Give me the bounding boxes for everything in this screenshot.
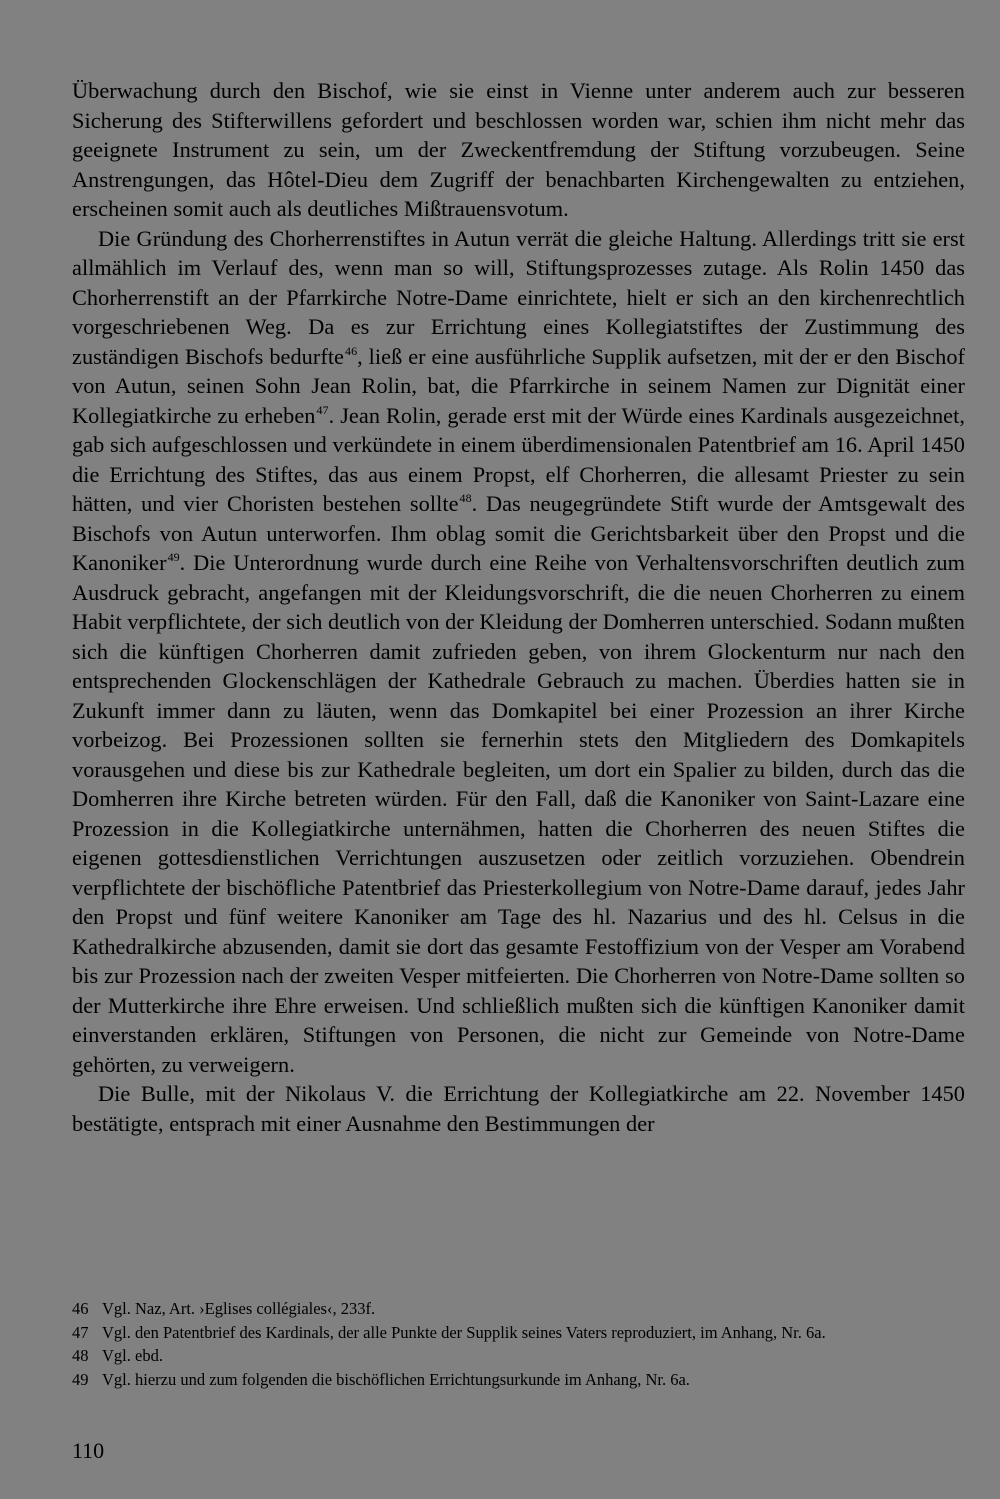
footnote-number: 48	[72, 1346, 89, 1365]
footnote-text: Vgl. Naz, Art. ›Eglises collégiales‹, 233f.	[102, 1299, 376, 1318]
footnote-number: 47	[72, 1322, 89, 1342]
footnote-ref-46[interactable]: 46	[345, 343, 358, 358]
footnote-text: Vgl. hierzu und zum folgenden die bischöflichen Errichtungsurkunde im Anhang, Nr. 6a.	[102, 1369, 690, 1389]
footnote-46	[72, 1297, 965, 1321]
footnote-ref-49[interactable]: 49	[167, 550, 180, 564]
paragraph-2-part-b: , ließ er eine ausführliche Supplik aufsetzen, mit der er den Bischof von Autun, seinen Sohn Jean Rolin, bat, die Pfarrkirche in seinem Namen zur Dignität einer Kollegiatkirche zu erheben	[72, 343, 965, 428]
footnotes	[72, 1297, 965, 1391]
footnote-48	[72, 1344, 965, 1368]
footnote-49	[72, 1368, 965, 1392]
paragraph-2	[72, 224, 965, 1080]
body-text	[72, 76, 965, 1138]
footnote-number: 46	[72, 1299, 89, 1318]
paragraph-2-part-a: Die Gründung des Chorherrenstiftes in Autun verrät die gleiche Haltung. Allerdings tritt sie erst allmählich im Verlauf des, wenn man so will, Stiftungsprozesses zutage. Als Rolin 1450 das Chorherrenstift an der Pfarrkirche Notre-Dame einrichtete, hielt er sich an den kirchenrechtlich vorgeschriebenen Weg. Da es zur Errichtung eines Kollegiatstiftes der Zustimmung des zuständigen Bischofs bedurfte	[72, 225, 965, 369]
footnote-text: Vgl. den Patentbrief des Kardinals, der alle Punkte der Supplik seines Vaters reproduziert, im Anhang, Nr. 6a.	[102, 1322, 826, 1342]
paragraph-3	[72, 1079, 965, 1138]
paragraph-1-text: Überwachung durch den Bischof, wie sie einst in Vienne unter anderem auch zur besseren Sicherung des Stifterwillens gefordert und beschlossen worden war, schien ihm nicht mehr das geeignete Instrument zu sein, um der Zweckentfremdung der Stiftung vorzubeugen. Seine Anstrengungen, das Hôtel-Dieu dem Zugriff der benachbarten Kirchengewalten zu entziehen, erscheinen somit auch als deutliches Mißtrauensvotum.	[72, 78, 965, 221]
paragraph-2-part-c: . Jean Rolin, gerade erst mit der Würde eines Kardinals ausgezeichnet, gab sich aufgeschlossen und verkündete in einem überdimensionalen Patentbrief am 16. April 1450 die Errichtung des Stiftes, das aus einem Propst, elf Chorherren, die allesamt Priester zu sein hätten, und vier Choristen bestehen sollte	[72, 402, 965, 516]
footnote-number: 49	[72, 1369, 89, 1389]
footnote-47	[72, 1321, 965, 1345]
paragraph-1	[72, 76, 965, 224]
paragraph-3-text: Die Bulle, mit der Nikolaus V. die Errichtung der Kollegiatkirche am 22. November 1450 bestätigte, entsprach mit einer Ausnahme den Bestimmungen der	[72, 1081, 965, 1136]
footnote-text: Vgl. ebd.	[102, 1346, 163, 1365]
paragraph-2-part-d: . Das neugegründete Stift wurde der Amtsgewalt des Bischofs von Autun unterworfen. Ihm oblag somit die Gerichtsbarkeit über den Propst und die Kanoniker	[72, 491, 966, 575]
footnote-ref-47[interactable]: 47	[316, 402, 329, 417]
footnote-ref-48[interactable]: 48	[459, 491, 472, 505]
page-number: 110	[72, 1438, 105, 1463]
paragraph-2-part-e: . Die Unterordnung wurde durch eine Reihe von Verhaltensvorschriften deutlich zum Ausdruck gebracht, angefangen mit der Kleidungsvorschrift, die die neuen Chorherren zu einem Habit verpflichtete, der sich deutlich von der Kleidung der Domherren unterschied. Sodann mußten sich die künftigen Chorherren damit zufrieden geben, von ihrem Glockenturm nur nach den entsprechenden Glockenschlägen der Kathedrale Gebrauch zu machen. Überdies hatten sie in Zukunft immer dann zu läuten, wenn das Domkapitel bei einer Prozession an ihrer Kirche vorbeizog. Bei Prozessionen sollten sie fernerhin stets den Mitgliedern des Domkapitels vorausgehen und diese bis zur Kathedrale begleiten, um dort ein Spalier zu bilden, durch das die Domherren ihre Kirche betreten würden. Für den Fall, daß die Kanoniker von Saint-Lazare eine Prozession in die Kollegiatkirche unternähmen, hatten die Chorherren des neuen Stiftes die eigenen gottesdienstlichen Verrichtungen auszusetzen oder zeitlich vorzuziehen. Obendrein verpflichtete der bischöfliche Patentbrief das Priesterkollegium von Notre-Dame darauf, jedes Jahr den Propst und fünf weitere Kanoniker am Tage des hl. Nazarius und des hl. Celsus in die Kathedralkirche abzusenden, damit sie dort das gesamte Festoffizium von der Vesper am Vorabend bis zur Prozession nach der zweiten Vesper mitfeierten. Die Chorherren von Notre-Dame sollten so der Mutterkirche ihre Ehre erweisen. Und schließlich mußten sich die künftigen Kanoniker damit einverstanden erklären, Stiftungen von Personen, die nicht zur Gemeinde von Notre-Dame gehörten, zu verweigern.	[72, 550, 965, 1077]
